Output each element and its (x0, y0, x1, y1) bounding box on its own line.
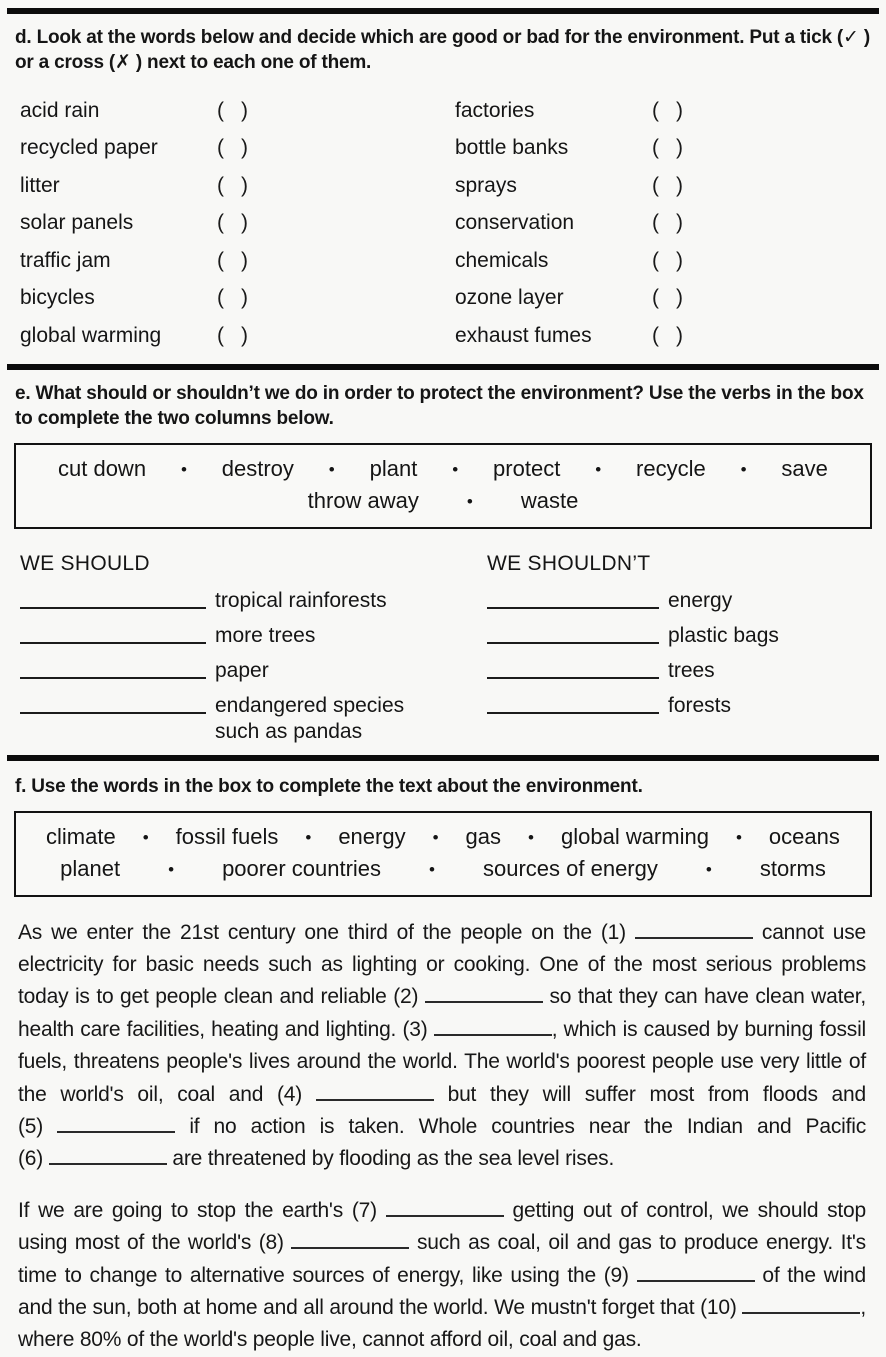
answer-brackets (217, 99, 455, 123)
blank-number: (1) (600, 920, 635, 944)
verb-box-line-2 (16, 488, 870, 514)
answer-brackets (217, 174, 455, 198)
bullet-separator: • (328, 459, 335, 479)
answer-brackets (652, 249, 683, 273)
box-word: energy (338, 823, 406, 849)
answer-brackets (217, 249, 455, 273)
fill-in-label: endangered species such as pandas (215, 693, 405, 743)
blank-line (487, 620, 659, 644)
bullet-separator: • (528, 827, 534, 847)
word-label: solar panels (20, 211, 134, 235)
bullet-separator: • (466, 491, 473, 511)
fill-in-row (20, 690, 487, 742)
paren-close: ) (676, 98, 683, 122)
word-label: bottle banks (455, 136, 569, 160)
word-label: global warming (20, 323, 162, 347)
paren-open: ( (217, 98, 224, 122)
blank-line (20, 620, 206, 644)
box-word: storms (759, 855, 826, 881)
paren-open: ( (652, 211, 659, 235)
section-d (0, 25, 886, 355)
word-label: bicycles (20, 286, 95, 310)
fill-in-row (487, 585, 877, 611)
section-f-heading: f. Use the words in the box to complete the text about the environment. (15, 775, 643, 797)
answer-brackets (652, 286, 683, 310)
top-divider-rule (7, 8, 879, 14)
word-checklist-row (20, 317, 886, 355)
answer-brackets (217, 286, 455, 310)
box-word: protect (493, 455, 561, 481)
word-label: factories (455, 98, 535, 122)
blank-line (487, 690, 659, 714)
fill-in-blank (18, 1115, 175, 1138)
blank-line (316, 1083, 434, 1100)
blank-number: (10) (700, 1295, 743, 1319)
bullet-separator: • (740, 459, 747, 479)
paren-open: ( (652, 98, 659, 122)
paren-open: ( (217, 323, 224, 347)
fill-in-label: plastic bags (668, 623, 779, 647)
fill-in-label: tropical rainforests (215, 588, 387, 612)
fill-in-blank (277, 1083, 434, 1106)
blank-line (291, 1232, 409, 1249)
fill-in-blank (393, 985, 543, 1008)
paren-close: ) (676, 136, 683, 160)
word-checklist-row (20, 167, 886, 205)
word-label: conservation (455, 211, 575, 235)
blank-line (20, 690, 206, 714)
fill-in-label: trees (668, 658, 715, 682)
section-d-heading: d. Look at the words below and decide which are good or bad for the environment. Put a tick (✓ ) or a cross (✗ ) next to each one of them. (15, 27, 870, 73)
should-columns (20, 552, 886, 742)
word-checklist-row (20, 92, 886, 130)
fill-in-blank (352, 1199, 504, 1222)
bullet-separator: • (705, 859, 712, 879)
word-label: traffic jam (20, 248, 111, 272)
bullet-separator: • (305, 827, 312, 847)
paren-open: ( (217, 136, 224, 160)
fill-in-label: forests (668, 693, 732, 717)
blank-line (635, 921, 753, 938)
verb-box (14, 443, 872, 529)
word-bank-line-2 (16, 856, 870, 882)
blank-line (434, 1019, 552, 1036)
section-e-heading: e. What should or shouldn’t we do in order to protect the environment? Use the verbs in the box to complete the two columns below. (15, 382, 864, 429)
section-e (0, 381, 886, 742)
paren-close: ) (241, 173, 248, 197)
fill-in-row (487, 690, 877, 716)
fill-in-label: energy (668, 588, 733, 612)
bullet-separator: • (452, 459, 459, 479)
blank-line (425, 986, 543, 1003)
box-word: climate (46, 823, 116, 849)
answer-brackets (652, 211, 683, 235)
blank-number: (8) (258, 1231, 292, 1255)
blank-number: (9) (603, 1263, 637, 1287)
we-should-title: WE SHOULD (20, 551, 150, 575)
blank-line (386, 1200, 504, 1217)
blank-number: (7) (351, 1198, 386, 1222)
paren-open: ( (217, 248, 224, 272)
verb-box-line-1 (16, 456, 870, 482)
paren-close: ) (676, 173, 683, 197)
word-checklist-row (20, 242, 886, 280)
box-word: oceans (768, 823, 840, 849)
paren-close: ) (241, 248, 248, 272)
bullet-separator: • (180, 459, 187, 479)
box-word: recycle (636, 455, 706, 481)
fill-in-label: paper (215, 658, 269, 682)
blank-line (742, 1297, 860, 1314)
box-word: fossil fuels (175, 823, 279, 849)
we-shouldnt-column (487, 552, 877, 742)
word-label: chemicals (455, 248, 549, 272)
answer-brackets (652, 136, 683, 160)
paren-close: ) (241, 211, 248, 235)
answer-brackets (217, 211, 455, 235)
blank-line (20, 585, 206, 609)
we-shouldnt-title: WE SHOULDN’T (487, 551, 651, 575)
paren-open: ( (652, 323, 659, 347)
answer-brackets (217, 136, 455, 160)
fill-in-blank (402, 1018, 551, 1041)
fill-in-row (487, 655, 877, 681)
word-checklist-row (20, 205, 886, 243)
fill-in-label: more trees (215, 623, 316, 647)
blank-line (487, 655, 659, 679)
answer-brackets (652, 324, 683, 348)
section-divider-rule (7, 364, 879, 370)
box-word: gas (465, 823, 502, 849)
bullet-separator: • (735, 827, 742, 847)
fill-in-blank (259, 1231, 410, 1254)
fill-in-blank (18, 1147, 167, 1170)
cloze-paragraph-1: As we enter the 21st century one third of the people on the (1) cannot use electricity for basic needs such as lighting or cooking. One of the most serious problems today is to get people clean and reliable (2) so that they can have clean water, health care facilities, heating and lighting. (3) , which is caused by burning fossil fuels, threatens people's lives around the world. The world's poorest people use very little of the world's oil, coal and (4) but they will suffer most from floods and (5) if no action is taken. Whole countries near the Indian and Pacific (6) are threatened by flooding as the sea level rises. (18, 920, 867, 1171)
blank-line (57, 1116, 175, 1133)
bullet-separator: • (595, 459, 602, 479)
paren-close: ) (676, 323, 683, 347)
box-word: sources of energy (483, 855, 658, 881)
box-word: poorer countries (222, 855, 382, 881)
word-bank-line-1 (16, 824, 870, 850)
blank-number: (3) (402, 1017, 434, 1041)
paren-open: ( (652, 136, 659, 160)
word-label: sprays (455, 173, 517, 197)
fill-in-row (20, 585, 487, 611)
paren-open: ( (652, 286, 659, 310)
blank-number: (4) (276, 1082, 316, 1106)
paren-close: ) (676, 248, 683, 272)
word-bank-box (14, 811, 872, 897)
paren-open: ( (217, 286, 224, 310)
word-label: exhaust fumes (455, 323, 592, 347)
blank-line (487, 585, 659, 609)
box-word: plant (369, 455, 418, 481)
blank-line (20, 655, 206, 679)
box-word: save (781, 455, 828, 481)
fill-in-blank (601, 921, 753, 944)
paren-close: ) (241, 136, 248, 160)
paren-open: ( (652, 173, 659, 197)
answer-brackets (652, 174, 683, 198)
word-checklist-row (20, 130, 886, 168)
blank-number: (6) (18, 1147, 49, 1171)
paren-close: ) (676, 211, 683, 235)
paren-open: ( (217, 211, 224, 235)
paren-close: ) (676, 286, 683, 310)
paren-close: ) (241, 323, 248, 347)
blank-line (637, 1264, 755, 1281)
blank-number: (2) (393, 985, 425, 1009)
box-word: waste (520, 487, 579, 513)
word-label: litter (20, 173, 60, 197)
box-word: throw away (307, 487, 419, 513)
bullet-separator: • (168, 859, 175, 879)
paren-open: ( (652, 248, 659, 272)
word-label: ozone layer (455, 286, 564, 310)
answer-brackets (652, 99, 683, 123)
we-should-column (20, 552, 487, 742)
bullet-separator: • (142, 827, 149, 847)
blank-number: (5) (18, 1114, 58, 1138)
word-checklist (20, 92, 886, 355)
box-word: cut down (58, 455, 147, 481)
fill-in-blank (700, 1296, 860, 1319)
section-divider-rule (7, 755, 879, 761)
worksheet-page (0, 8, 886, 1352)
word-label: acid rain (20, 98, 100, 122)
fill-in-row (487, 620, 877, 646)
paren-close: ) (241, 286, 248, 310)
section-f (0, 774, 886, 1357)
paren-open: ( (217, 173, 224, 197)
bullet-separator: • (432, 827, 439, 847)
box-word: planet (60, 855, 121, 881)
word-checklist-row (20, 280, 886, 318)
bullet-separator: • (429, 859, 435, 879)
answer-brackets (217, 324, 455, 348)
box-word: global warming (560, 823, 709, 849)
cloze-paragraph-2: If we are going to stop the earth's (7) getting out of control, we should stop using most of the world's (8) such as coal, oil and gas to produce energy. It's time to change to alternative sources of energy, like using the (9) of the wind and the sun, both at home and all around the world. We mustn't forget that (10) , where 80% of the world's people live, cannot afford oil, coal and gas. (18, 1198, 867, 1352)
fill-in-blank (604, 1264, 755, 1287)
word-label: recycled paper (20, 136, 158, 160)
fill-in-row (20, 655, 487, 681)
blank-line (49, 1148, 167, 1165)
fill-in-row (20, 620, 487, 646)
paren-close: ) (241, 98, 248, 122)
box-word: destroy (221, 455, 294, 481)
